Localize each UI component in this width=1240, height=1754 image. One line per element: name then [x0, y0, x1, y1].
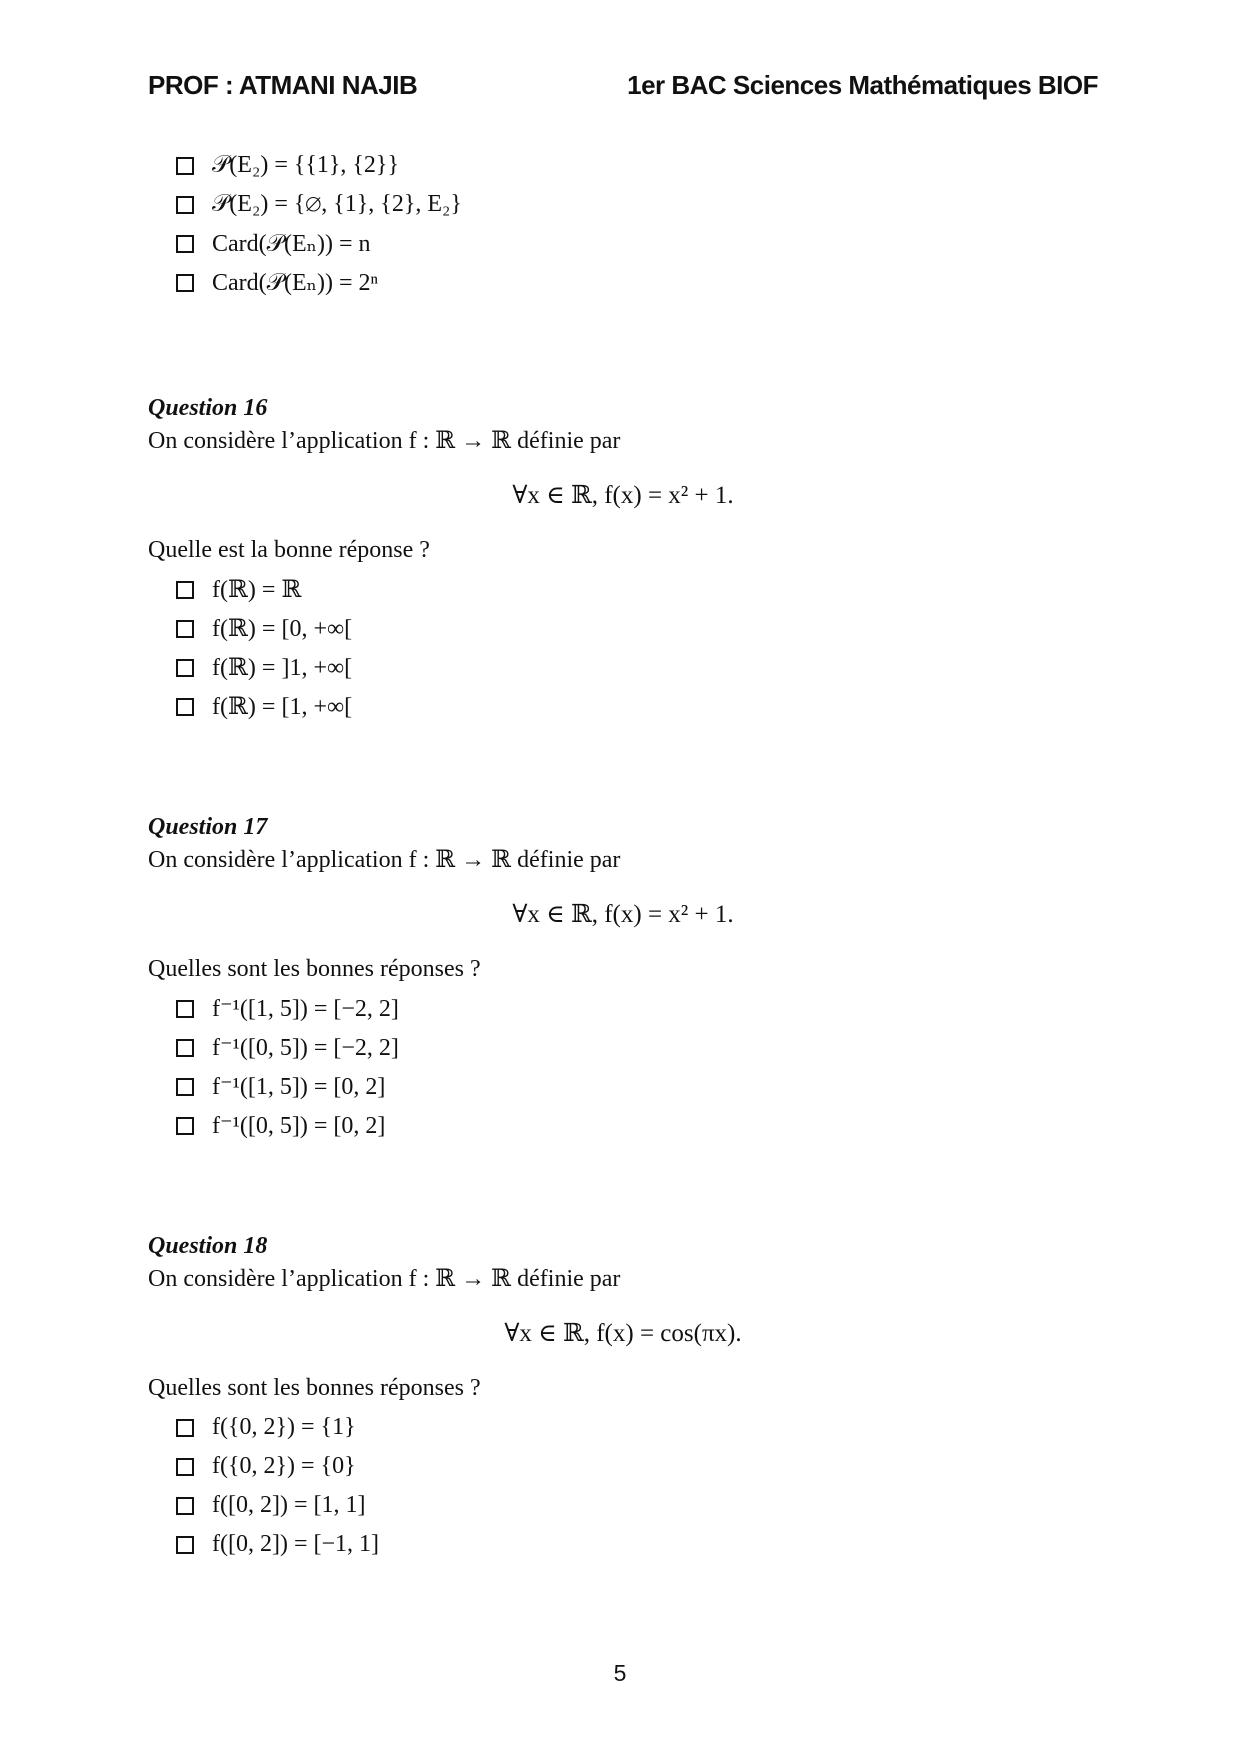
- question-16-options: [176, 570, 352, 726]
- checkbox[interactable]: [176, 274, 194, 292]
- option: Card(𝒫(Eₙ)) = 2ⁿ: [176, 263, 462, 302]
- checkbox[interactable]: [176, 1078, 194, 1096]
- option: 𝒫(E₂) = {{1}, {2}}: [176, 146, 462, 185]
- checkbox[interactable]: [176, 1000, 194, 1018]
- option: f⁻¹([0, 5]) = [−2, 2]: [176, 1028, 399, 1067]
- author-name: PROF : ATMANI NAJIB: [148, 70, 418, 100]
- option: f(ℝ) = ]1, +∞[: [176, 648, 352, 687]
- question-16-prompt: Quelle est la bonne réponse ?: [148, 537, 430, 563]
- question-16-formula: ∀x ∈ ℝ, f(x) = x² + 1.: [512, 482, 734, 509]
- question-18-options: [176, 1408, 379, 1564]
- checkbox[interactable]: [176, 698, 194, 716]
- checkbox[interactable]: [176, 1039, 194, 1057]
- option: f({0, 2}) = {0}: [176, 1447, 379, 1486]
- question-17-options: [176, 989, 399, 1145]
- question-16-title: Question 16: [148, 395, 268, 421]
- option: 𝒫(E₂) = {∅, {1}, {2}, E₂}: [176, 185, 462, 224]
- question-17-formula: ∀x ∈ ℝ, f(x) = x² + 1.: [512, 901, 734, 928]
- option: f⁻¹([1, 5]) = [−2, 2]: [176, 989, 399, 1028]
- option: f(ℝ) = [0, +∞[: [176, 609, 352, 648]
- prev-question-options: [176, 146, 462, 302]
- question-17-title: Question 17: [148, 814, 268, 840]
- option: f({0, 2}) = {1}: [176, 1408, 379, 1447]
- option: f(ℝ) = [1, +∞[: [176, 687, 352, 726]
- option: f⁻¹([1, 5]) = [0, 2]: [176, 1067, 399, 1106]
- question-16-statement: On considère l’application f : ℝ → ℝ définie par: [148, 428, 621, 454]
- option: f([0, 2]) = [−1, 1]: [176, 1525, 379, 1564]
- checkbox[interactable]: [176, 620, 194, 638]
- question-18-prompt: Quelles sont les bonnes réponses ?: [148, 1375, 481, 1401]
- question-18-title: Question 18: [148, 1233, 268, 1259]
- option: Card(𝒫(Eₙ)) = n: [176, 224, 462, 263]
- question-17-statement: On considère l’application f : ℝ → ℝ définie par: [148, 847, 621, 873]
- question-17-prompt: Quelles sont les bonnes réponses ?: [148, 956, 481, 982]
- checkbox[interactable]: [176, 196, 194, 214]
- checkbox[interactable]: [176, 659, 194, 677]
- page-header: [148, 70, 1098, 110]
- checkbox[interactable]: [176, 581, 194, 599]
- course-title: 1er BAC Sciences Mathématiques BIOF: [627, 70, 1098, 100]
- question-18-formula: ∀x ∈ ℝ, f(x) = cos(πx).: [504, 1320, 742, 1347]
- page-number: 5: [613, 1660, 627, 1686]
- checkbox[interactable]: [176, 235, 194, 253]
- option: f(ℝ) = ℝ: [176, 570, 352, 609]
- checkbox[interactable]: [176, 1497, 194, 1515]
- question-18-statement: On considère l’application f : ℝ → ℝ définie par: [148, 1266, 621, 1292]
- option: f([0, 2]) = [1, 1]: [176, 1486, 379, 1525]
- option: f⁻¹([0, 5]) = [0, 2]: [176, 1106, 399, 1145]
- checkbox[interactable]: [176, 1419, 194, 1437]
- checkbox[interactable]: [176, 1117, 194, 1135]
- checkbox[interactable]: [176, 157, 194, 175]
- checkbox[interactable]: [176, 1458, 194, 1476]
- checkbox[interactable]: [176, 1536, 194, 1554]
